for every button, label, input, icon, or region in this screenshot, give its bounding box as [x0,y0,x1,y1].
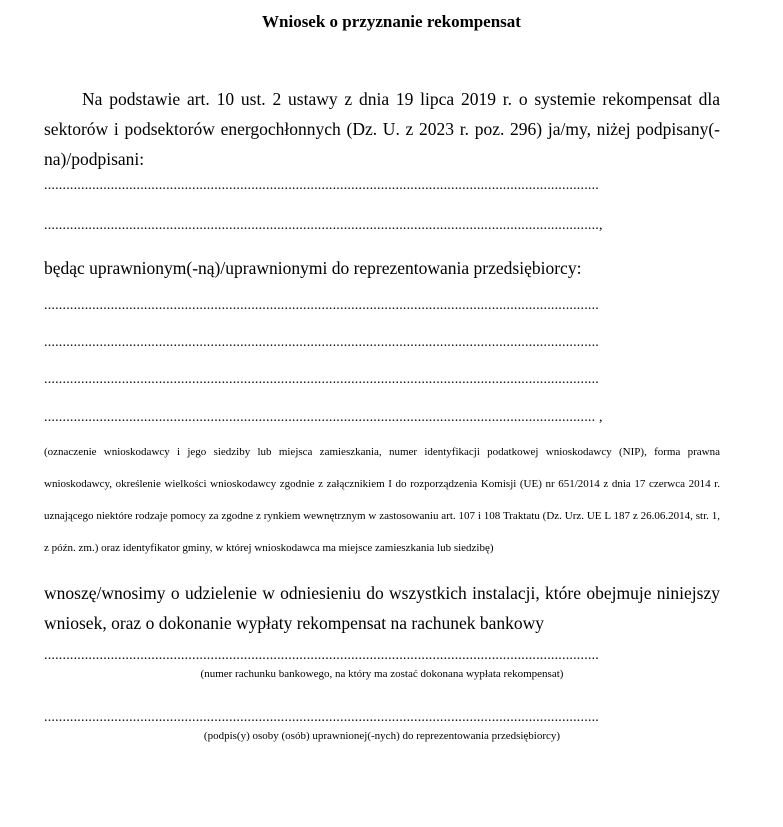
applicant-details-note: (oznaczenie wnioskodawcy i jego siedziby lub miejsca zamieszkania, numer identyfikacji podatkowej wnioskodawcy (NIP), forma prawna wnioskodawcy, określenie wielkości wnioskodawcy zgodnie z załącznikiem I do rozporządzenia Komisji (UE) nr 651/2014 z dnia 17 czerwca 2014 r. uznającego niektóre rodzaje pomocy za zgodne z rynkiem wewnętrznym w zastosowaniu art. 107 i 108 Traktatu (Dz. Urz. UE L 187 z 26.06.2014, str. 1, z późn. zm.) oraz identyfikator gminy, w której wnioskodawca ma miejsce zamieszkania lub siedzibę) [44,446,720,554]
intro-paragraph: Na podstawie art. 10 ust. 2 ustawy z dnia 19 lipca 2019 r. o systemie rekompensat dla sektorów i podsektorów energochłonnych (Dz. U. z 2023 r. poz. 296) ja/my, niżej podpisany(-na)/podpisani: [44,89,720,169]
applicant-details-line-1[interactable]: ...................................................................................................................................................... [44,298,599,313]
request-paragraph: wnoszę/wnosimy o udzielenie w odniesieniu do wszystkich instalacji, które obejmuje niniejszy wniosek, oraz o dokonanie wypłaty rekompensat na rachunek bankowy [44,583,720,633]
applicant-name-line-1[interactable]: ...................................................................................................................................................... [44,178,599,193]
applicant-details-line-2[interactable]: ...................................................................................................................................................... [44,335,599,350]
representation-text: będąc uprawnionym(-ną)/uprawnionymi do reprezentowania przedsiębiorcy: [44,258,582,278]
applicant-details-line-3[interactable]: ...................................................................................................................................................... [44,372,599,387]
bank-account-line[interactable]: ...................................................................................................................................................... [44,648,599,663]
bank-account-caption: (numer rachunku bankowego, na który ma zostać dokonana wypłata rekompensat) [200,668,564,680]
document-title: Wniosek o przyznanie rekompensat [262,12,521,31]
applicant-details-line-4[interactable]: ..................................................................................................................................................... , [44,410,603,425]
applicant-name-line-2[interactable]: ......................................................................................................................................................, [44,218,603,233]
signature-line[interactable]: ...................................................................................................................................................... [44,710,599,725]
signature-caption: (podpis(y) osoby (osób) uprawnionej(-nych) do reprezentowania przedsiębiorcy) [203,730,561,742]
